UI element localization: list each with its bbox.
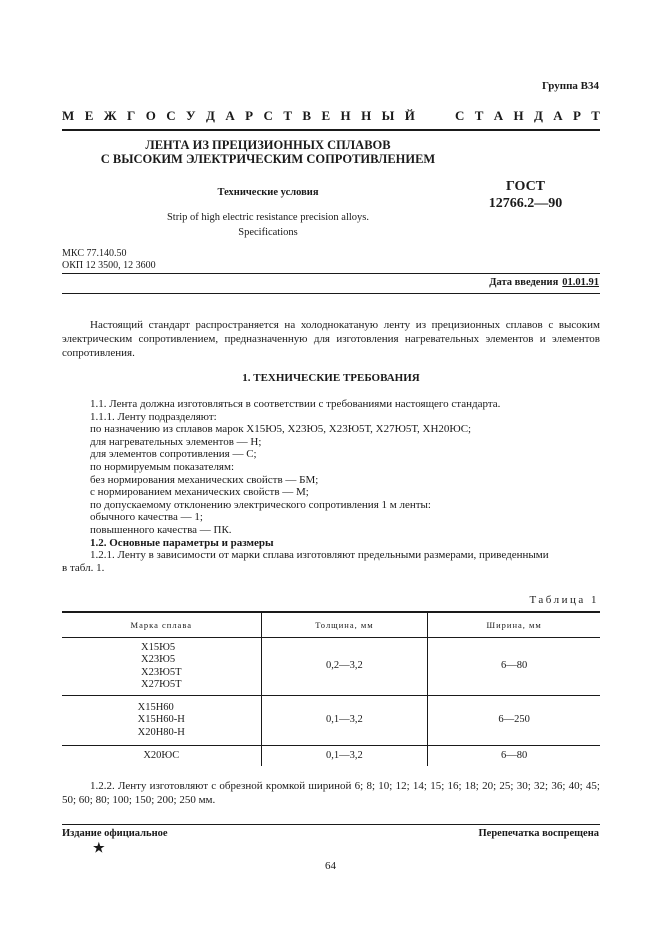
codes-rule xyxy=(62,273,600,274)
alloy-grade: Х23Ю5Т xyxy=(141,666,182,678)
okp-code: ОКП 12 3500, 12 3600 xyxy=(62,260,156,271)
table-row xyxy=(62,696,600,746)
alloy-grade: Х15Н60-Н xyxy=(137,714,185,726)
section-line: 1.2. Основные параметры и размеры xyxy=(90,536,274,549)
banner-left-letter: Р xyxy=(245,108,254,123)
banner-left-letter: Т xyxy=(283,108,292,123)
table-row xyxy=(62,746,600,766)
header-width: Ширина, мм xyxy=(428,612,600,638)
section-line: по назначению из сплавов марок Х15Ю5, Х23Ю5, Х23Ю5Т, Х27Ю5Т, ХН20ЮС; xyxy=(90,423,472,436)
reprint-prohibited: Перепечатка воспрещена xyxy=(478,828,599,839)
document-title xyxy=(62,138,474,166)
intro-paragraph: Настоящий стандарт распространяется на холоднокатаную ленту из прецизионных сплавов с высоким электрическим сопротивлением, предназначенную для изготовления нагревательных элементов и элементов сопротивления. xyxy=(62,319,600,359)
banner-left-letter: Д xyxy=(206,108,215,123)
title-line-2: С ВЫСОКИМ ЭЛЕКТРИЧЕСКИМ СОПРОТИВЛЕНИЕМ xyxy=(100,152,436,166)
section-line: повышенного качества — ПК. xyxy=(90,523,232,536)
section-line: 1.1. Лента должна изготовляться в соответствии с требованиями настоящего стандарта. xyxy=(90,398,501,410)
banner-left-letter: С xyxy=(263,108,273,123)
table-label: Таблица 1 xyxy=(529,594,599,606)
banner-right-letter: Н xyxy=(513,108,524,123)
official-edition: Издание официальное xyxy=(62,828,168,839)
banner-left-letter: Й xyxy=(404,108,415,123)
banner-left-letter: Н xyxy=(361,108,372,123)
alloy-grade: Х20ЮС xyxy=(143,749,180,761)
banner-left-letter: Е xyxy=(321,108,331,123)
mks-code: МКС 77.140.50 xyxy=(62,248,127,259)
english-title xyxy=(62,210,474,240)
footer-rule xyxy=(62,824,600,825)
thickness-cell: 0,1—3,2 xyxy=(261,746,428,766)
section-line: без нормирования механических свойств — БМ; xyxy=(90,473,319,486)
gost-number xyxy=(478,178,573,212)
top-rule xyxy=(62,129,600,131)
banner-left xyxy=(62,108,415,124)
banner-right-letter: А xyxy=(553,108,563,123)
width-cell: 6—80 xyxy=(428,638,600,696)
banner-left-letter: С xyxy=(166,108,176,123)
banner-right-letter: Т xyxy=(474,108,484,123)
banner-left-letter: Н xyxy=(340,108,351,123)
alloy-grade: Х23Ю5 xyxy=(141,654,176,665)
title-line-1: ЛЕНТА ИЗ ПРЕЦИЗИОННЫХ СПЛАВОВ xyxy=(145,138,391,152)
table-row xyxy=(62,638,600,696)
alloy-grade: Х15Н60 xyxy=(137,701,174,713)
section-line: обычного качества — 1; xyxy=(90,511,203,524)
banner-left-letter: Е xyxy=(84,108,94,123)
banner-left-letter: О xyxy=(145,108,156,123)
alloy-grade: Х20Н80-Н xyxy=(137,726,185,738)
gost-label: ГОСТ xyxy=(505,179,546,194)
banner-right-letter: Д xyxy=(533,108,543,123)
banner-left-letter: Г xyxy=(127,108,136,123)
section-line: для нагревательных элементов — Н; xyxy=(90,435,262,448)
section-line: 1.1.1. Ленту подразделяют: xyxy=(90,410,217,423)
section-line-tail: в табл. 1. xyxy=(62,561,105,574)
banner-left-letter: В xyxy=(302,108,312,123)
section-line: по нормируемым показателям: xyxy=(90,460,235,473)
alloy-grade: Х15Ю5 xyxy=(141,641,176,653)
alloy-cell xyxy=(62,638,261,696)
banner-left-letter: М xyxy=(62,108,75,123)
section-line: с нормированием механических свойств — М; xyxy=(90,486,309,499)
section-heading: 1. ТЕХНИЧЕСКИЕ ТРЕБОВАНИЯ xyxy=(242,372,420,384)
banner-right xyxy=(455,108,600,124)
banner-left-letter: У xyxy=(186,108,196,123)
group-code: Группа В34 xyxy=(541,80,599,92)
alloy-cell xyxy=(62,696,261,746)
width-cell: 6—80 xyxy=(428,746,600,766)
classification-codes xyxy=(62,248,156,272)
banner-left-letter: А xyxy=(225,108,235,123)
thickness-cell: 0,1—3,2 xyxy=(261,696,428,746)
document-subtitle: Технические условия xyxy=(217,187,319,198)
alloy-dimensions-table xyxy=(62,611,600,766)
thickness-cell: 0,2—3,2 xyxy=(261,638,428,696)
banner-right-letter: А xyxy=(493,108,504,123)
date-rule xyxy=(62,293,600,294)
page-number: 64 xyxy=(325,860,336,872)
section-body xyxy=(62,398,600,574)
table-header-row xyxy=(62,612,600,638)
banner-right-letter: Р xyxy=(572,108,581,123)
alloy-cell xyxy=(62,746,261,766)
english-title-line-2: Specifications xyxy=(238,227,298,238)
star-icon: ★ xyxy=(93,840,105,855)
introduction-date xyxy=(489,277,599,288)
width-cell: 6—250 xyxy=(428,696,600,746)
banner-right-letter: С xyxy=(455,108,465,123)
header-thickness: Толщина, мм xyxy=(261,612,428,638)
alloy-grade: Х27Ю5Т xyxy=(141,679,182,690)
banner-left-letter: Ж xyxy=(103,108,117,123)
section-line: по допускаемому отклонению электрического сопротивления 1 м ленты: xyxy=(90,498,431,511)
standard-banner xyxy=(62,108,600,124)
header-alloy: Марка сплава xyxy=(62,612,261,638)
intro-date-value: 01.01.91 xyxy=(562,277,599,288)
english-title-line-1: Strip of high electric resistance precision alloys. xyxy=(166,212,370,223)
intro-date-label: Дата введения xyxy=(489,277,559,288)
banner-right-letter: Т xyxy=(591,108,600,123)
gost-code: 12766.2—90 xyxy=(488,196,563,211)
after-table-paragraph: 1.2.2. Ленту изготовляют с обрезной кромкой шириной 6; 8; 10; 12; 14; 15; 16; 18; 20; 25; 30; 32; 36; 40; 45; 50; 60; 80; 100; 150; 200; 250 мм. xyxy=(62,780,600,806)
section-line: для элементов сопротивления — С; xyxy=(90,448,257,461)
section-line: 1.2.1. Ленту в зависимости от марки сплава изготовляют предельными размерами, приведенными xyxy=(90,549,549,562)
banner-left-letter: Ы xyxy=(381,108,395,123)
